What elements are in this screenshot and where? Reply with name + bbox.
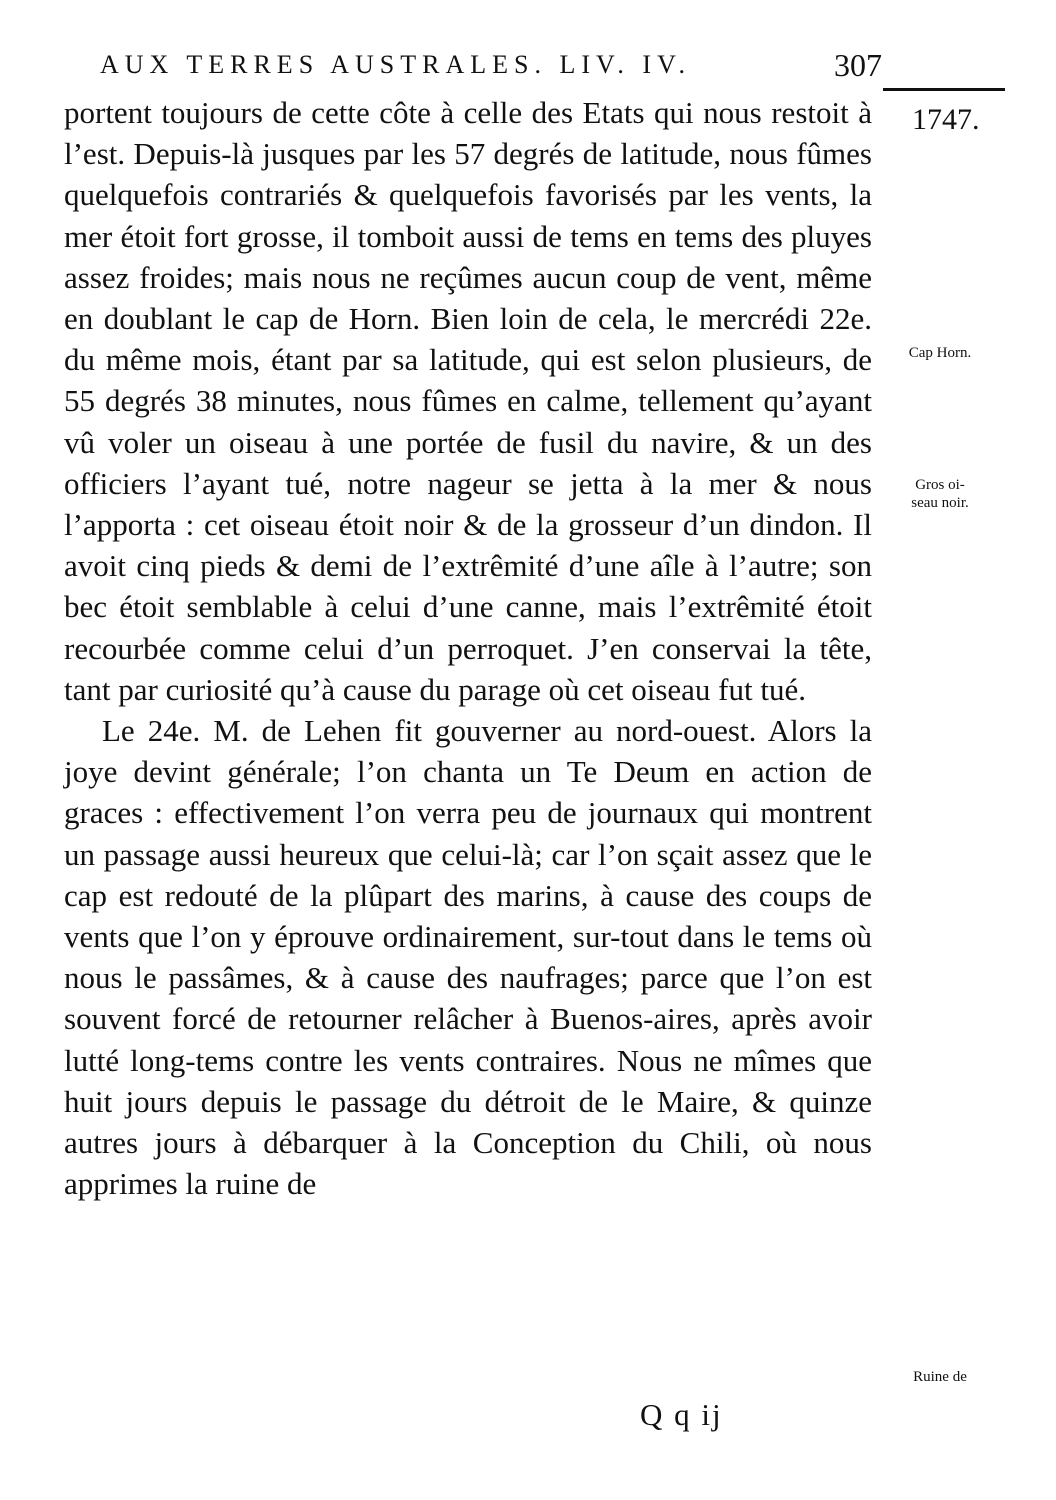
margin-year: 1747.: [912, 103, 980, 136]
page-number: 307: [834, 47, 882, 83]
margin-note-gros-oiseau: Gros oi- seau noir.: [911, 477, 969, 511]
margin-note-cap-horn: Cap Horn.: [908, 345, 972, 361]
margin-rule: [883, 88, 1005, 91]
paragraph-1: portent toujours de cette côte à celle des Etats qui nous restoit à l’est. Depuis-là jusques par les 57 degrés de latitude, nous fûmes quelquefois contrariés & quelquefois favorisés par les vents, la mer étoit fort grosse, il tomboit aussi de tems en tems des pluyes assez froides; mais nous ne reçûmes aucun coup de vent, même en doublant le cap de Horn. Bien loin de cela, le mercrédi 22e. du même mois, étant par sa latitude, qui est selon plusieurs, de 55 degrés 38 minutes, nous fûmes en calme, tellement qu’ayant vû voler un oiseau à une portée de fusil du navire, & un des officiers l’ayant tué, notre nageur se jetta à la mer & nous l’apporta : cet oiseau étoit noir & de la grosseur d’un dindon. Il avoit cinq pieds & demi de l’extrêmité d’une aîle à l’autre; son bec étoit semblable à celui d’une canne, mais l’extrêmité étoit recourbée comme celui d’un perroquet. J’en conservai la tête, tant par curiosité qu’à cause du parage où cet oiseau fut tué.: [64, 95, 872, 707]
running-head: [100, 40, 890, 90]
signature-mark: Q q ij: [640, 1397, 723, 1432]
body-text: [64, 92, 872, 1204]
running-head-title: AUX TERRES AUSTRALES. LIV. IV.: [100, 50, 691, 79]
paragraph-2: Le 24e. M. de Lehen fit gouverner au nord-ouest. Alors la joye devint générale; l’on chanta un Te Deum en action de graces : effectivement l’on verra peu de journaux qui montrent un passage aussi heureux que celui-là; car l’on sçait assez que le cap est redouté de la plûpart des marins, à cause des coups de vents que l’on y éprouve ordinairement, sur-tout dans le tems où nous le passâmes, & à cause des naufrages; parce que l’on est souvent forcé de retourner relâcher à Buenos-aires, après avoir lutté long-tems contre les vents contraires. Nous ne mîmes que huit jours depuis le passage du détroit de le Maire, & quinze autres jours à débarquer à la Conception du Chili, où nous apprimes la ruine de: [64, 713, 872, 1202]
margin-note-ruine: Ruine de: [913, 1369, 967, 1385]
